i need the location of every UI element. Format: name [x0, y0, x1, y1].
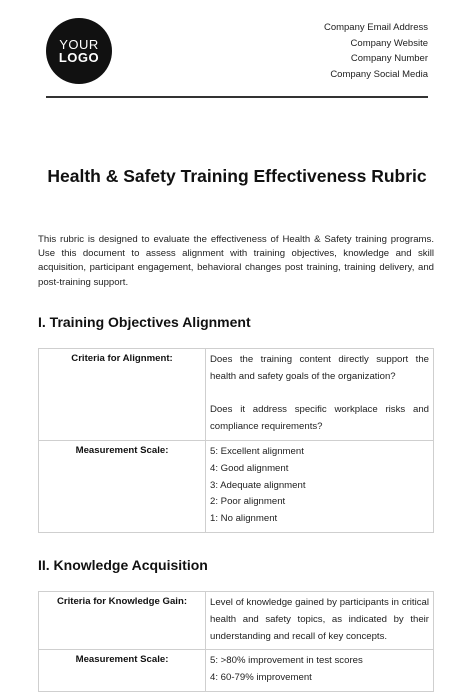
- company-contact-block: [324, 20, 428, 83]
- scale-item: 1: No alignment: [210, 513, 278, 525]
- company-website: Company Website: [350, 37, 428, 49]
- scale-label-cell: Measurement Scale:: [39, 650, 206, 692]
- intro-paragraph: This rubric is designed to evaluate the effectiveness of Health & Safety training programs. Use this document to assess alignment with training objectives, knowledge and skill acquisition, participant engagement, behavioral changes post training, training delivery, and post-training support.: [38, 234, 434, 288]
- criteria-label-cell: Criteria for Alignment:: [39, 349, 206, 441]
- logo-text-line2: LOGO: [58, 50, 100, 65]
- table-row: [39, 440, 434, 532]
- criteria-question-2: Does it address specific workplace risks and compliance requirements?: [210, 404, 429, 433]
- paragraph-spacer: [210, 386, 429, 403]
- table-row: [39, 592, 434, 650]
- criteria-description: Level of knowledge gained by participants in critical health and safety topics, as indicated by their understanding and recall of key concepts.: [210, 597, 429, 642]
- scale-item: 4: 60-79% improvement: [210, 672, 312, 684]
- scale-item: 2: Poor alignment: [210, 496, 286, 508]
- logo-text-line1: YOUR: [59, 37, 99, 52]
- document-title: Health & Safety Training Effectiveness Rubric: [47, 166, 427, 186]
- scale-item: 4: Good alignment: [210, 462, 289, 474]
- section-heading-knowledge: II. Knowledge Acquisition: [38, 557, 208, 573]
- scale-item: 3: Adequate alignment: [210, 479, 306, 491]
- scale-label-cell: Measurement Scale:: [39, 440, 206, 532]
- criteria-question-1: Does the training content directly support the health and safety goals of the organization?: [210, 354, 429, 382]
- scale-item: 5: >80% improvement in test scores: [210, 655, 363, 667]
- table-row: [39, 349, 434, 441]
- company-logo: [46, 18, 112, 84]
- company-number: Company Number: [350, 53, 428, 65]
- company-social-media: Company Social Media: [330, 69, 428, 81]
- criteria-label-cell: Criteria for Knowledge Gain:: [39, 592, 206, 650]
- knowledge-rubric-table: [38, 591, 434, 692]
- scale-values-cell: [206, 440, 434, 532]
- alignment-rubric-table: [38, 348, 434, 533]
- header-divider: [46, 96, 428, 98]
- criteria-description-cell: [206, 349, 434, 441]
- scale-item: 5: Excellent alignment: [210, 445, 304, 457]
- section-heading-alignment: I. Training Objectives Alignment: [38, 314, 251, 330]
- company-email: Company Email Address: [323, 22, 428, 33]
- criteria-description-cell: [206, 592, 434, 650]
